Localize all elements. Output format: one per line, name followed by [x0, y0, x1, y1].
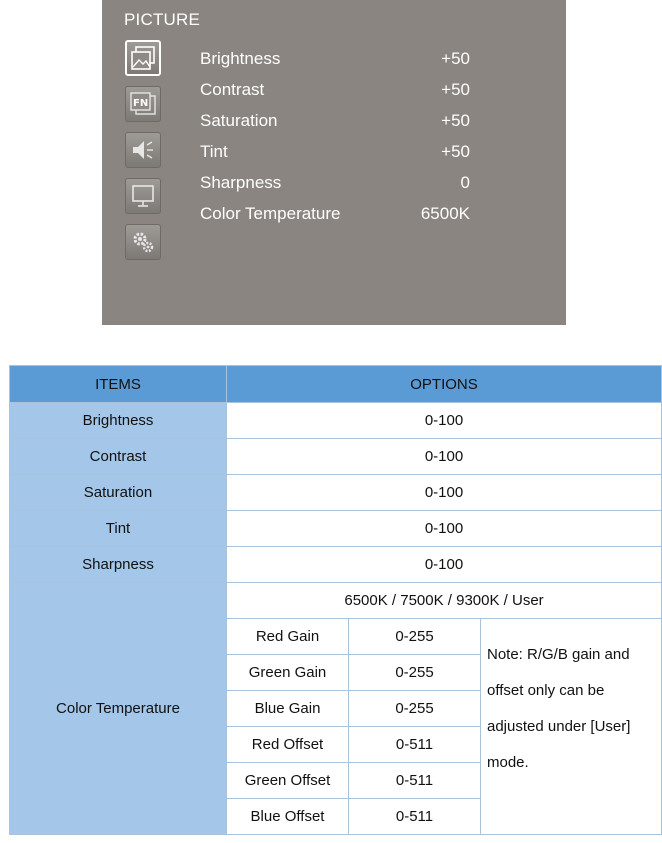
osd-row-value: +50 [441, 79, 470, 99]
monitor-icon[interactable] [125, 178, 161, 214]
sub-item-range: 0-255 [349, 619, 481, 655]
speaker-icon[interactable] [125, 132, 161, 168]
sub-item-name: Blue Gain [227, 691, 349, 727]
option-cell: 0-100 [227, 403, 662, 439]
options-table [9, 365, 662, 835]
table-row [10, 475, 662, 511]
item-cell-color-temperature: Color Temperature [10, 583, 227, 835]
option-cell: 0-100 [227, 547, 662, 583]
sub-item-range: 0-511 [349, 727, 481, 763]
osd-row-contrast[interactable] [200, 74, 470, 105]
item-cell: Tint [10, 511, 227, 547]
osd-row-brightness[interactable] [200, 43, 470, 74]
item-cell: Contrast [10, 439, 227, 475]
osd-icon-column [125, 40, 165, 270]
osd-picture-menu [102, 0, 566, 325]
table-row [10, 439, 662, 475]
sub-item-range: 0-511 [349, 763, 481, 799]
osd-row-label: Sharpness [200, 172, 282, 192]
osd-row-label: Brightness [200, 48, 281, 68]
color-temp-note: Note: R/G/B gain and offset only can be adjusted under [User] mode. [481, 619, 662, 835]
osd-row-saturation[interactable] [200, 105, 470, 136]
table-row [10, 511, 662, 547]
table-header-row [10, 366, 662, 403]
table-row [10, 403, 662, 439]
osd-row-label: Tint [200, 141, 228, 161]
osd-row-tint[interactable] [200, 136, 470, 167]
sub-item-name: Green Gain [227, 655, 349, 691]
picture-icon[interactable] [125, 40, 161, 76]
svg-text:FN: FN [133, 98, 149, 109]
osd-title: PICTURE [124, 10, 201, 29]
osd-row-value: 6500K [420, 203, 470, 223]
option-cell: 0-100 [227, 475, 662, 511]
osd-row-sharpness[interactable] [200, 167, 470, 198]
osd-row-value: +50 [441, 48, 470, 68]
item-cell: Sharpness [10, 547, 227, 583]
header-options: OPTIONS [227, 366, 662, 403]
sub-item-name: Red Gain [227, 619, 349, 655]
header-items: ITEMS [10, 366, 227, 403]
table-row [10, 547, 662, 583]
item-cell: Brightness [10, 403, 227, 439]
sub-item-range: 0-255 [349, 655, 481, 691]
option-cell: 0-100 [227, 439, 662, 475]
option-cell: 0-100 [227, 511, 662, 547]
osd-row-value: 0 [460, 172, 470, 192]
item-cell: Saturation [10, 475, 227, 511]
table-row [10, 583, 662, 619]
sub-item-name: Red Offset [227, 727, 349, 763]
sub-item-name: Green Offset [227, 763, 349, 799]
osd-row-label: Saturation [200, 110, 278, 130]
osd-row-color-temperature[interactable] [200, 198, 470, 229]
osd-row-label: Color Temperature [200, 203, 341, 223]
sub-item-name: Blue Offset [227, 799, 349, 835]
osd-row-value: +50 [441, 141, 470, 161]
sub-item-range: 0-511 [349, 799, 481, 835]
osd-row-value: +50 [441, 110, 470, 130]
osd-row-label: Contrast [200, 79, 265, 99]
fn-icon[interactable] [125, 86, 161, 122]
gears-icon[interactable] [125, 224, 161, 260]
osd-settings-list [200, 43, 470, 229]
color-temp-presets: 6500K / 7500K / 9300K / User [227, 583, 662, 619]
sub-item-range: 0-255 [349, 691, 481, 727]
